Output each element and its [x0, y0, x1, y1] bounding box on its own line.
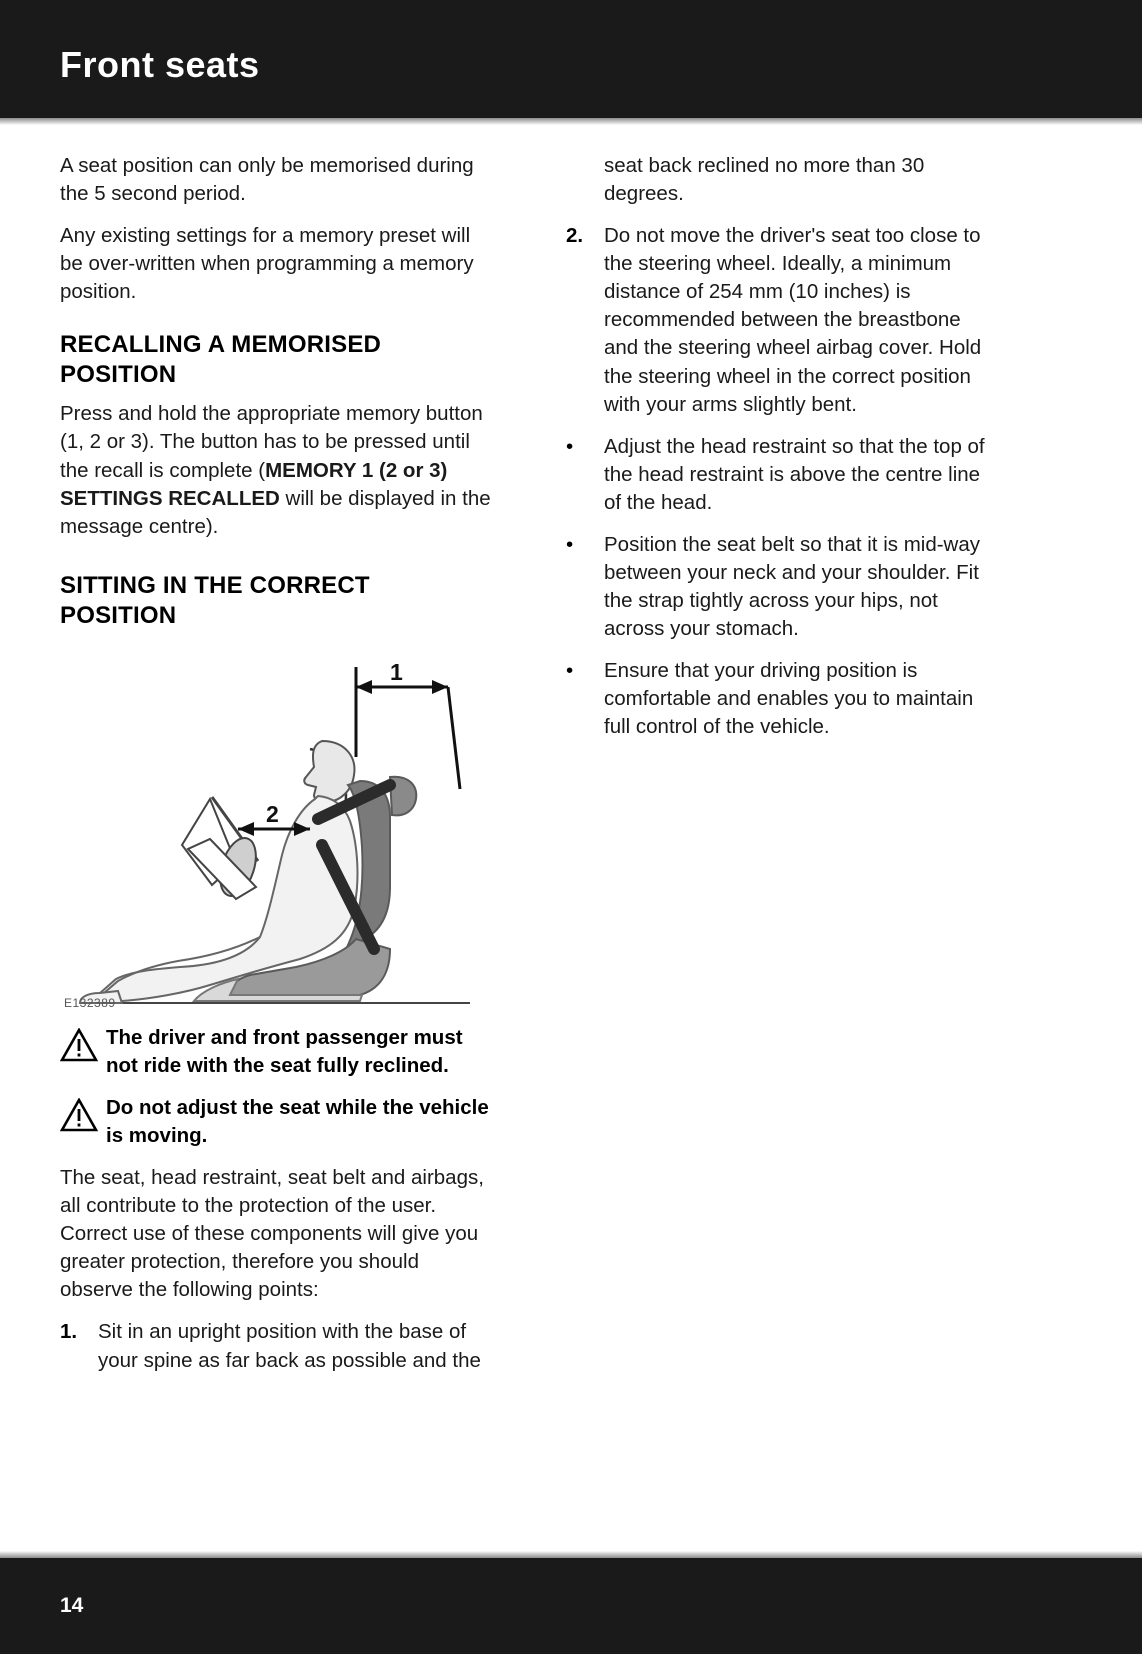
bullet-item-seat-belt — [566, 531, 998, 643]
warning-seat-reclined — [60, 1024, 492, 1080]
left-column — [60, 152, 492, 1389]
list-marker: 2. — [566, 224, 584, 248]
bullet-item-text: Position the seat belt so that it is mid-way between your neck and your shoulder. Fit the strap tightly across your hips, not across your stomach. — [604, 532, 981, 641]
paragraph-continuation: seat back reclined no more than 30 degrees. — [604, 154, 925, 206]
heading-sitting-correct-position: SITTING IN THE CORRECT POSITION — [60, 571, 370, 629]
warning-text: The driver and front passenger must not ride with the seat fully reclined. — [106, 1025, 463, 1077]
list-marker: 1. — [60, 1320, 78, 1344]
bullet-item-head-restraint — [566, 433, 998, 517]
bullet-marker: • — [566, 532, 574, 556]
figure-callout-2: 2 — [266, 800, 279, 827]
bullet-item-driving-position — [566, 657, 998, 741]
warning-triangle-icon — [60, 1024, 106, 1067]
list-item-text: Do not move the driver's seat too close to the steering wheel. Ideally, a minimum distance of 254 mm (10 inches) is recommended between the breastbone and the steering wheel airbag cover. Hold the steering wheel in the correct position with your arms slightly bent. — [604, 224, 982, 416]
right-column — [566, 152, 998, 755]
warning-triangle-icon — [60, 1094, 106, 1137]
bullet-marker: • — [566, 434, 574, 458]
list-item-2 — [566, 222, 998, 419]
bullet-item-text: Adjust the head restraint so that the top of the head restraint is above the centre line of the head. — [604, 434, 985, 514]
list-item-1 — [60, 1318, 492, 1374]
warning-text: Do not adjust the seat while the vehicle is moving. — [106, 1095, 489, 1148]
figure-correct-seating-position — [60, 649, 490, 1014]
paragraph-protection-components: The seat, head restraint, seat belt and airbags, all contribute to the protection of the user. Correct use of these components will give you greater protection, therefore you should observe the following points: — [60, 1166, 484, 1302]
page-footer — [0, 1558, 1142, 1654]
paragraph-overwrite-warning: Any existing settings for a memory preset will be over-written when programming a memory position. — [60, 224, 474, 304]
figure-callout-1: 1 — [390, 658, 403, 685]
paragraph-memorise-period: A seat position can only be memorised during the 5 second period. — [60, 154, 474, 206]
footer-divider — [0, 1551, 1142, 1558]
header-divider — [0, 118, 1142, 125]
recall-text-part2: will be displayed in the message centre). — [60, 486, 491, 538]
page-number: 14 — [60, 1594, 84, 1617]
bullet-item-text: Ensure that your driving position is comfortable and enables you to maintain full control of the vehicle. — [604, 659, 974, 739]
seating-position-illustration — [60, 649, 490, 1014]
recall-text-bold: MEMORY 1 (2 or 3) SETTINGS RECALLED — [60, 458, 448, 510]
bullet-marker: • — [566, 659, 574, 683]
list-item-text: Sit in an upright position with the base of your spine as far back as possible and the — [98, 1320, 481, 1372]
page-title: Front seats — [60, 44, 260, 85]
heading-recalling-memorised-position: RECALLING A MEMORISED POSITION — [60, 331, 382, 389]
warning-adjust-while-moving — [60, 1094, 492, 1150]
paragraph-recall-instructions — [60, 400, 492, 540]
page-header — [0, 0, 1142, 118]
recall-text-part1: Press and hold the appropriate memory button (1, 2 or 3). The button has to be pressed until the recall is complete ( — [60, 402, 483, 482]
figure-code: E132389 — [64, 995, 116, 1010]
